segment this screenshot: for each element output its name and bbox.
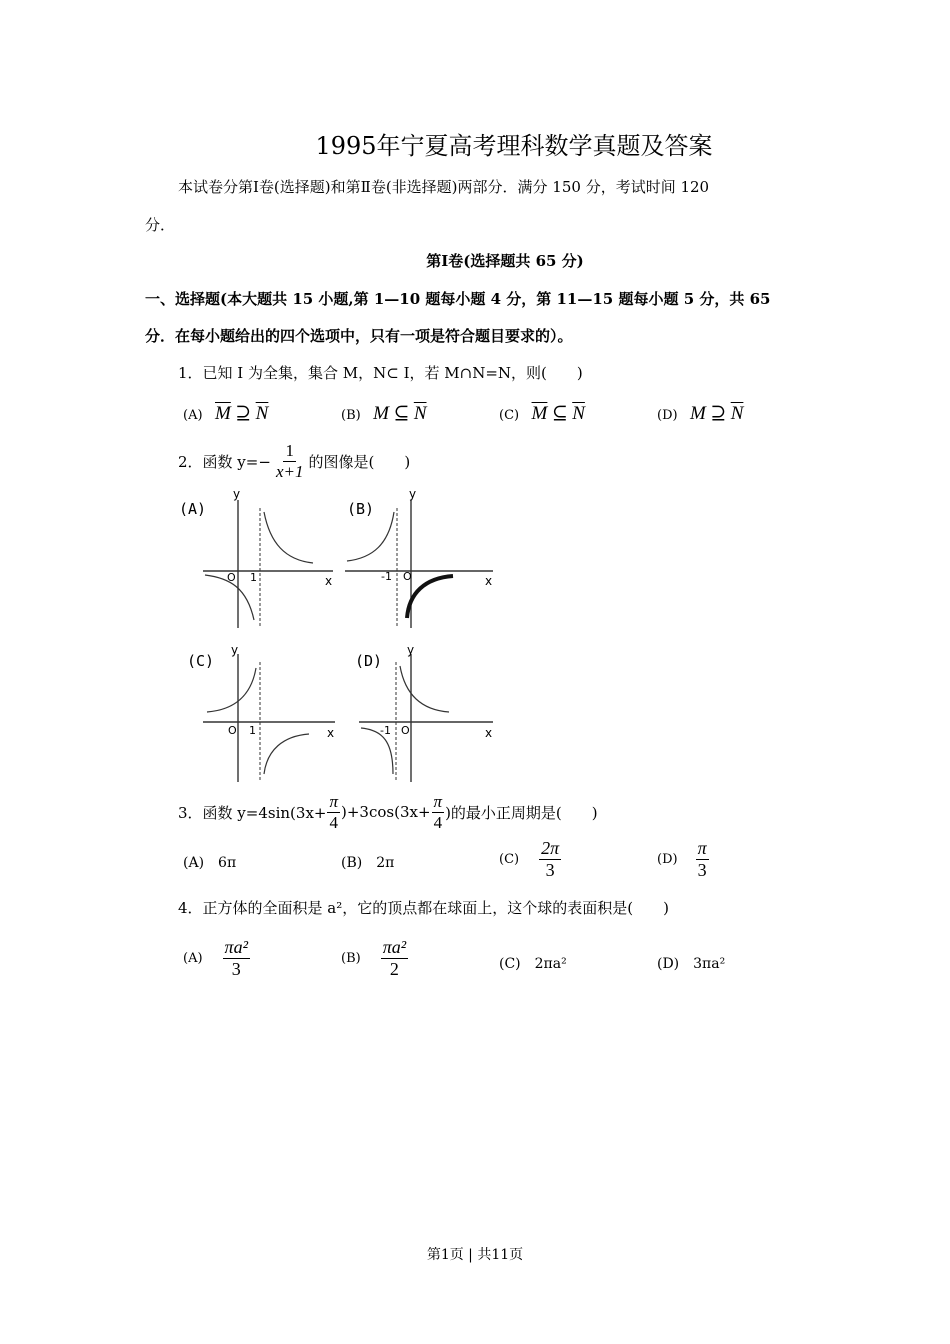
q1-option-a-right: $\overline{N}$ <box>255 403 269 424</box>
graph-a-origin: O <box>227 571 236 584</box>
q3-option-d-num: π <box>697 838 707 858</box>
q1-option-c <box>499 402 585 425</box>
page-footer: 第1页 | 共11页 <box>426 1247 524 1263</box>
q1-option-c-rel: ⊆ <box>551 403 568 424</box>
q3-option-c-frac <box>539 838 561 880</box>
q3-option-d-frac <box>696 838 709 880</box>
q1-option-d-left: M <box>690 403 706 424</box>
graph-c-curve-left <box>207 668 256 712</box>
graph-d-origin: O <box>401 724 410 737</box>
q3-stem-a: 3．函数 y=4sin(3x+ <box>178 803 327 822</box>
graph-d-curve-right <box>400 666 449 712</box>
q3-frac-1-num: π <box>329 792 339 811</box>
q3-option-d <box>657 838 709 880</box>
q3-frac-2-den: 4 <box>433 812 443 832</box>
q3-option-d-den: 3 <box>697 859 707 880</box>
question-2-stem <box>178 441 410 481</box>
graph-b-tick: -1 <box>381 570 392 583</box>
graph-b-origin: O <box>403 570 412 583</box>
q3-frac-2 <box>432 792 445 832</box>
part-one-line-1: 一、选择题(本大题共 15 小题,第 1—10 题每小题 4 分，第 11—15 题每小题 5 分，共 65 <box>145 290 771 308</box>
q3-option-c-den: 3 <box>545 859 555 880</box>
graph-c-y-label: y <box>231 643 239 657</box>
graph-c-curve-right <box>264 734 309 774</box>
graph-c-label: (C) <box>187 652 215 670</box>
q3-frac-1-den: 4 <box>329 812 338 832</box>
graph-d-y-label: y <box>407 643 415 657</box>
graph-b <box>343 488 503 633</box>
graph-d-x-label: x <box>485 726 493 740</box>
graph-b-x-label: x <box>485 574 493 588</box>
graph-d-label: (D) <box>355 652 383 670</box>
q2-frac-num: 1 <box>285 441 294 460</box>
q1-option-a-label: (A) <box>183 408 203 423</box>
q1-option-c-right: $\overline{N}$ <box>572 403 585 424</box>
q4-option-a <box>183 937 250 979</box>
graph-a-tick: 1 <box>250 571 257 584</box>
q3-option-c-label: (C) <box>499 851 520 867</box>
q4-option-b-frac <box>381 937 408 979</box>
q4-option-a-num: πa² <box>224 937 248 957</box>
q1-option-b-right: $\overline{N}$ <box>413 403 427 424</box>
q2-frac-den: x+1 <box>275 461 304 481</box>
q4-option-a-den: 3 <box>231 958 241 979</box>
q4-option-d: (D) 3πa² <box>657 956 726 972</box>
q3-option-c <box>499 838 561 880</box>
q3-stem-c: )的最小正周期是( ) <box>445 803 598 822</box>
q3-option-c-num: 2π <box>541 838 560 858</box>
q4-option-b-num: πa² <box>382 937 407 957</box>
q4-option-c: (C) 2πa² <box>499 956 567 972</box>
q1-option-a <box>183 402 268 425</box>
q1-option-b <box>341 402 427 425</box>
graph-a <box>175 488 345 633</box>
q1-option-b-label: (B) <box>341 408 361 423</box>
q1-option-a-rel: ⊇ <box>235 403 252 424</box>
graph-c-origin: O <box>228 724 237 737</box>
q1-option-b-rel: ⊆ <box>393 403 410 424</box>
graph-d-tick: -1 <box>380 724 391 737</box>
question-4-stem: 4．正方体的全面积是 a²，它的顶点都在球面上，这个球的表面积是( ) <box>178 899 669 917</box>
q4-option-b <box>341 937 408 979</box>
q4-option-b-den: 2 <box>389 958 399 979</box>
graph-c <box>185 642 345 787</box>
graph-b-y-label: y <box>409 488 417 501</box>
q2-fraction <box>274 441 306 481</box>
q1-option-d <box>657 402 743 425</box>
q1-option-c-label: (C) <box>499 408 520 423</box>
page-title: 1995年宁夏高考理科数学真题及答案 <box>315 132 713 160</box>
graph-a-curve-left <box>205 575 254 620</box>
graph-a-curve-right <box>264 512 313 563</box>
q3-option-d-label: (D) <box>657 851 678 867</box>
graph-c-x-label: x <box>327 726 335 740</box>
intro-line-2: 分． <box>145 216 176 234</box>
q2-stem-post: 的图像是( ) <box>308 452 411 471</box>
q1-option-d-right: $\overline{N}$ <box>730 403 744 424</box>
part-one-line-2: 分．在每小题给出的四个选项中，只有一项是符合题目要求的）。 <box>145 327 573 345</box>
q1-option-c-left: $\overline{M}$ <box>531 403 548 424</box>
section-heading: 第Ⅰ卷(选择题共 65 分) <box>426 252 584 270</box>
q3-option-b: (B) 2π <box>341 855 395 871</box>
q3-stem-b: )+3cos(3x+ <box>341 803 431 822</box>
q1-option-d-label: (D) <box>657 408 678 423</box>
q4-option-b-label: (B) <box>341 950 361 966</box>
q3-option-a: (A) 6π <box>183 855 237 871</box>
graph-d <box>353 642 503 787</box>
graph-a-label: (A) <box>179 500 207 518</box>
graph-b-label: (B) <box>347 500 375 518</box>
question-3-stem <box>178 792 598 832</box>
q1-option-a-left: $\overline{M}$ <box>215 403 231 424</box>
graph-a-x-label: x <box>325 574 333 588</box>
graph-c-tick: 1 <box>249 724 256 737</box>
q3-frac-2-num: π <box>433 792 443 811</box>
q2-stem-pre: 2．函数 y=− <box>178 452 271 471</box>
graph-a-y-label: y <box>233 488 241 501</box>
q4-option-a-frac <box>223 937 250 979</box>
question-1-stem: 1．已知 I 为全集，集合 M，N⊂ I，若 M∩N=N，则( ) <box>178 364 583 382</box>
q1-option-b-left: M <box>373 403 389 424</box>
q1-option-d-rel: ⊇ <box>710 403 727 424</box>
graph-b-curve-left <box>347 512 394 561</box>
graph-b-curve-right <box>407 576 453 618</box>
q4-option-a-label: (A) <box>183 950 203 966</box>
q3-frac-1 <box>327 792 340 832</box>
intro-line-1: 本试卷分第Ⅰ卷(选择题)和第Ⅱ卷(非选择题)两部分．满分 150 分，考试时间 120 <box>178 178 710 196</box>
